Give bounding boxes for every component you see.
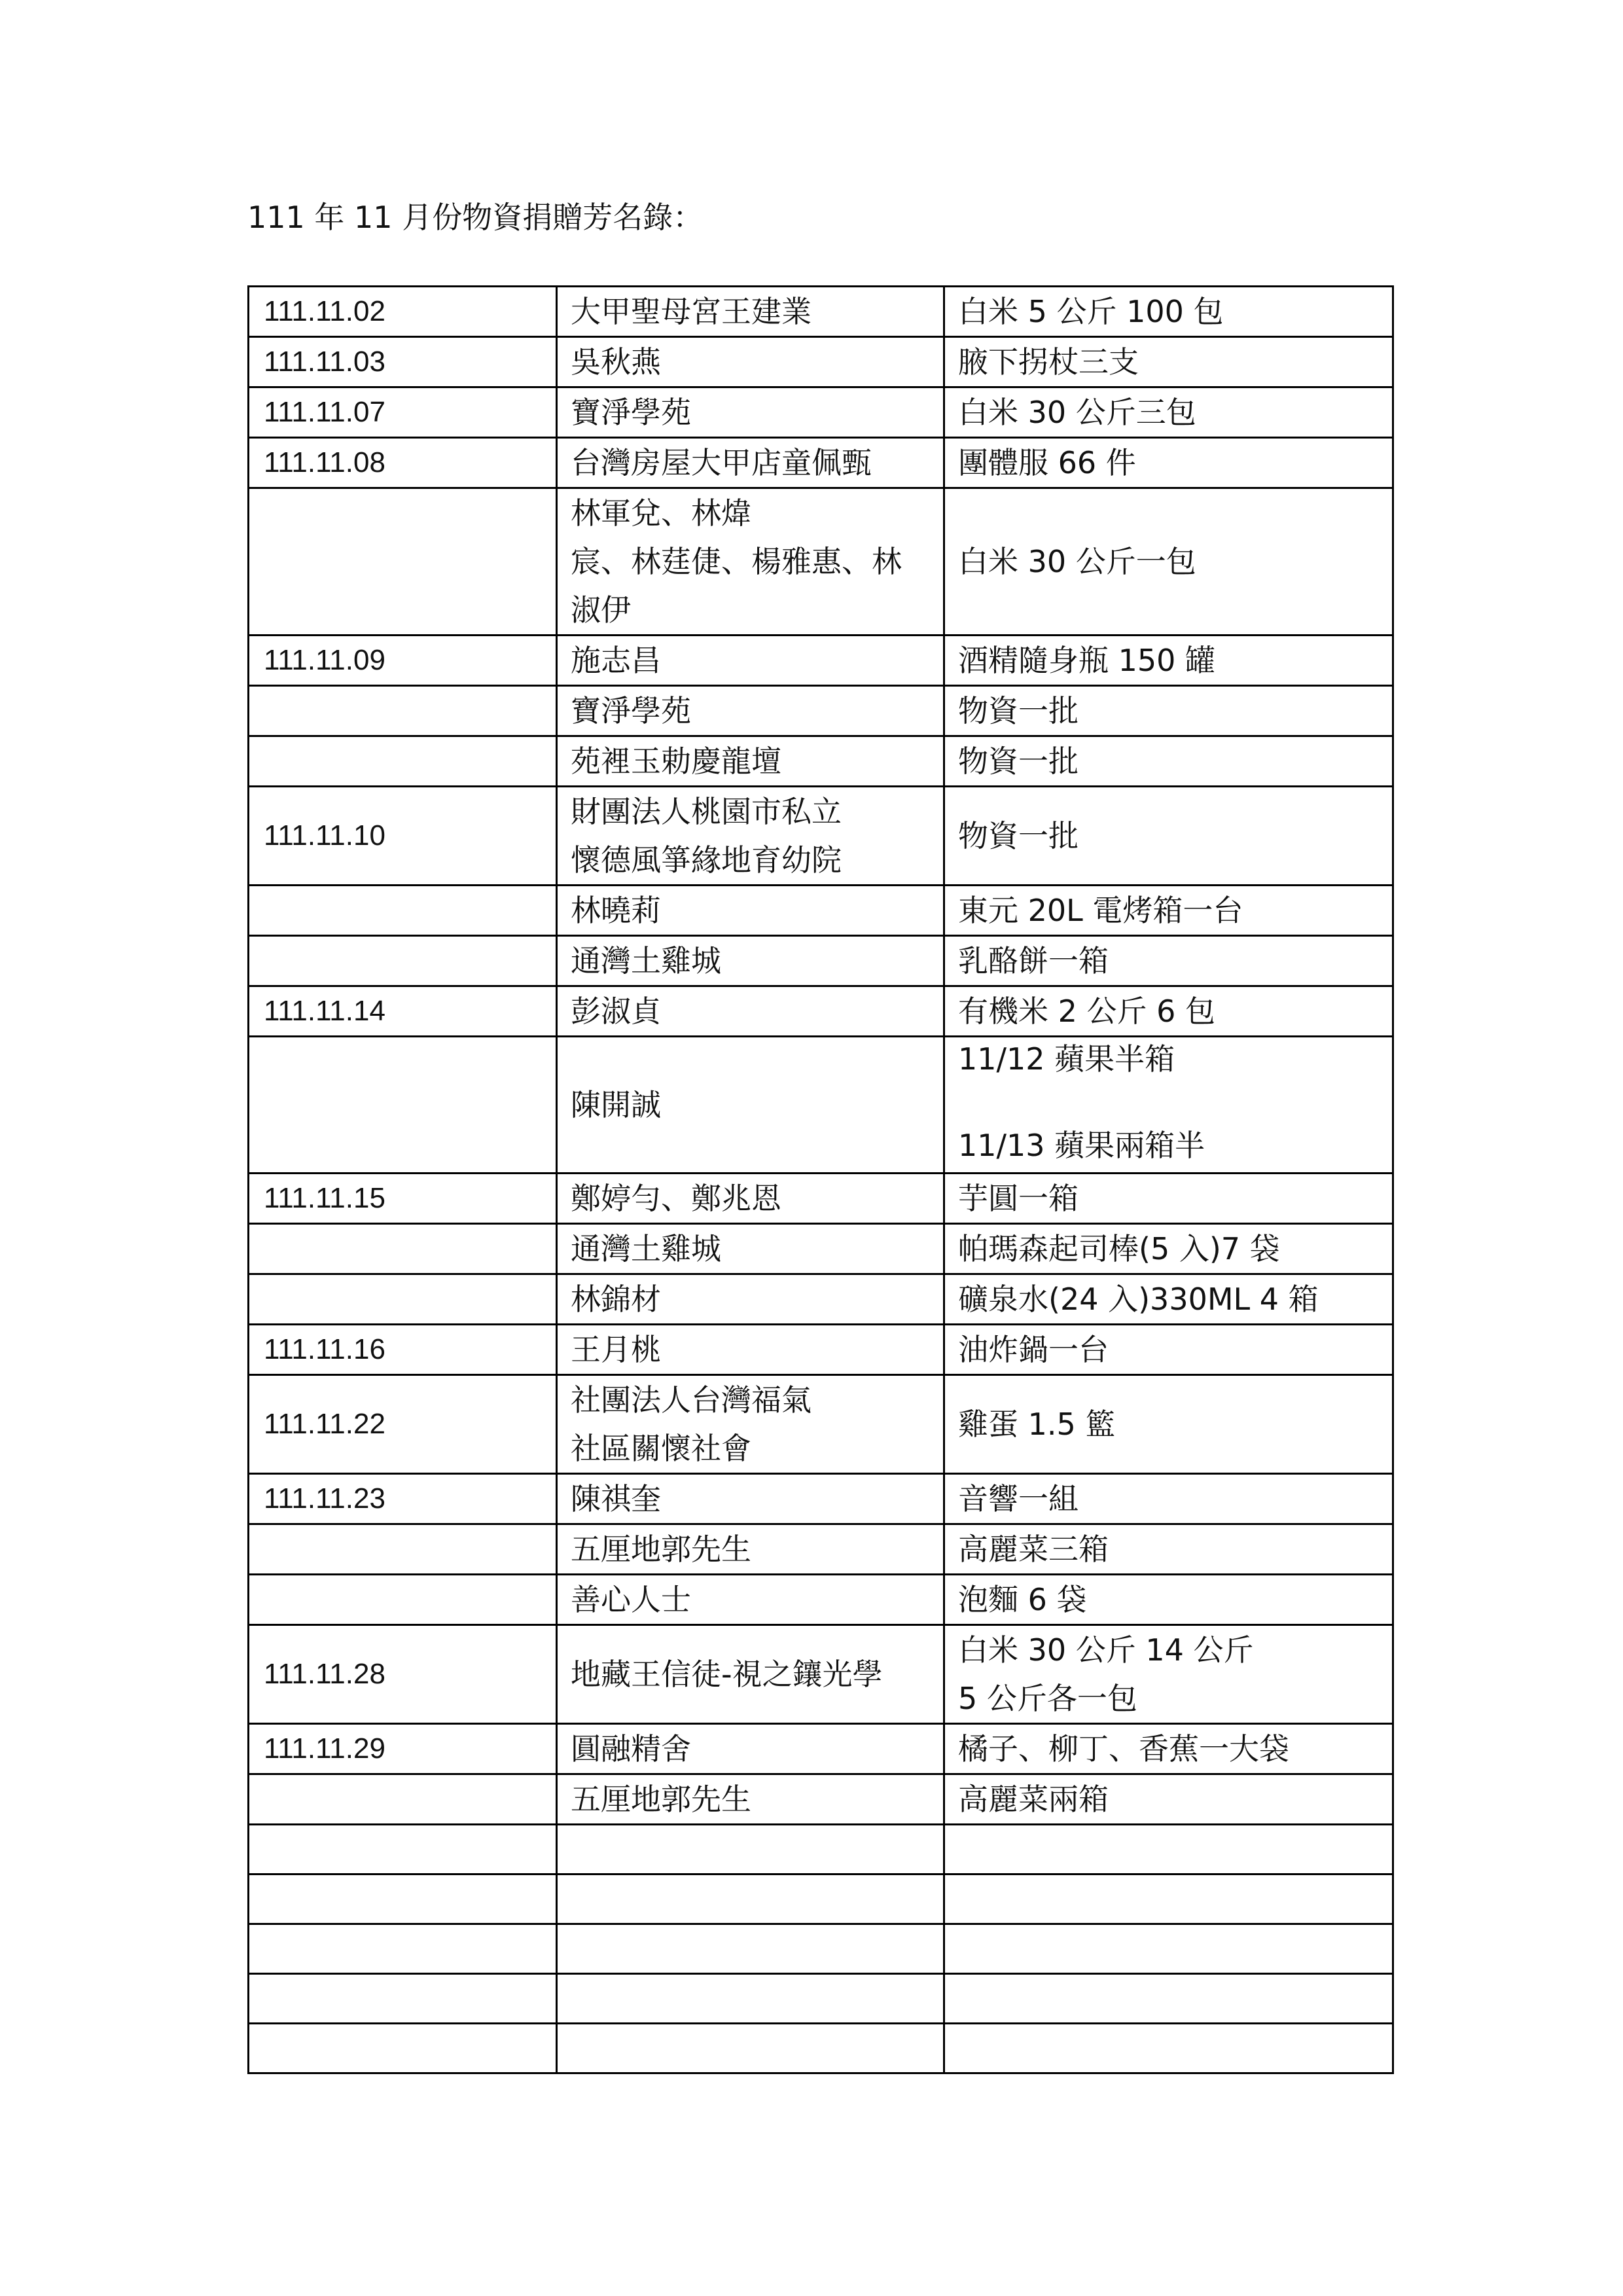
date-cell [249,1974,557,2024]
item-cell: 音響一組 [944,1474,1393,1524]
item-line: 11/13 蘋果兩箱半 [958,1128,1205,1163]
table-row [249,337,1393,387]
donor-cell: 通灣土雞城 [557,1224,944,1274]
date-cell [249,2024,557,2073]
table-body [249,287,1393,2073]
date-cell: 111.11.14 [249,986,557,1037]
table-row [249,1874,1393,1924]
item-cell: 物資一批 [944,787,1393,886]
donor-cell: 大甲聖母宮王建業 [557,287,944,337]
table-row [249,736,1393,787]
table-row [249,886,1393,936]
date-cell [249,1224,557,1274]
item-cell [944,1974,1393,2024]
donor-cell [557,1974,944,2024]
donor-cell: 林錦材 [557,1274,944,1325]
item-cell: 橘子、柳丁、香蕉一大袋 [944,1724,1393,1774]
table-row [249,1037,1393,1174]
item-cell: 物資一批 [944,736,1393,787]
date-cell: 111.11.22 [249,1375,557,1474]
donor-line: 社區關懷社會 [571,1431,751,1466]
date-cell: 111.11.29 [249,1724,557,1774]
date-cell [249,736,557,787]
donor-cell: 五厘地郭先生 [557,1524,944,1575]
date-cell: 111.11.09 [249,636,557,686]
date-cell [249,488,557,636]
donor-cell: 陳祺奎 [557,1474,944,1524]
date-cell [249,1037,557,1174]
item-cell: 東元 20L 電烤箱一台 [944,886,1393,936]
item-cell [944,1874,1393,1924]
donor-cell: 寶淨學苑 [557,686,944,736]
donor-line: 社團法人台灣福氣 [571,1382,812,1418]
donor-cell: 吳秋燕 [557,337,944,387]
donor-cell: 寶淨學苑 [557,387,944,438]
date-cell [249,1774,557,1825]
item-cell: 高麗菜兩箱 [944,1774,1393,1825]
donor-cell [557,1825,944,1874]
item-cell: 腋下拐杖三支 [944,337,1393,387]
date-cell: 111.11.02 [249,287,557,337]
table-row [249,1174,1393,1224]
table-row [249,787,1393,886]
item-cell: 芋圓一箱 [944,1174,1393,1224]
item-cell [944,1625,1393,1724]
date-cell: 111.11.03 [249,337,557,387]
date-cell [249,1575,557,1625]
item-line: 11/12 蘋果半箱 [958,1041,1175,1077]
donor-cell: 台灣房屋大甲店童佩甄 [557,438,944,488]
table-row [249,1625,1393,1724]
donor-cell [557,1874,944,1924]
date-cell [249,1825,557,1874]
table-row [249,488,1393,636]
donor-cell: 彭淑貞 [557,986,944,1037]
item-line: 白米 30 公斤 14 公斤 [958,1632,1254,1668]
donor-cell [557,488,944,636]
date-cell [249,886,557,936]
donor-cell [557,2024,944,2073]
item-cell [944,1037,1393,1174]
item-cell: 雞蛋 1.5 籃 [944,1375,1393,1474]
table-row [249,1924,1393,1974]
table-row [249,936,1393,986]
item-cell: 酒精隨身瓶 150 罐 [944,636,1393,686]
donor-cell: 善心人士 [557,1575,944,1625]
item-line: 5 公斤各一包 [958,1681,1137,1716]
table-row [249,986,1393,1037]
donor-cell: 地藏王信徒-視之鑲光學 [557,1625,944,1724]
date-cell [249,686,557,736]
table-row [249,1825,1393,1874]
item-cell: 礦泉水(24 入)330ML 4 箱 [944,1274,1393,1325]
item-cell: 團體服 66 件 [944,438,1393,488]
donor-cell: 苑裡玉勅慶龍壇 [557,736,944,787]
table-row [249,1325,1393,1375]
donor-line: 宸、林莛倢、楊雅惠、林淑伊 [571,544,902,628]
donor-line: 財團法人桃園市私立 [571,794,842,829]
donor-line: 林軍兌、林煒 [571,495,751,531]
donor-cell: 圓融精舍 [557,1724,944,1774]
item-cell: 白米 30 公斤三包 [944,387,1393,438]
item-cell: 有機米 2 公斤 6 包 [944,986,1393,1037]
table-row [249,387,1393,438]
item-cell [944,1924,1393,1974]
table-row [249,2024,1393,2073]
donor-cell: 王月桃 [557,1325,944,1375]
item-cell [944,1825,1393,1874]
donor-cell: 鄭婷勻、鄭兆恩 [557,1174,944,1224]
item-cell: 白米 5 公斤 100 包 [944,287,1393,337]
table-row [249,1974,1393,2024]
date-cell [249,1874,557,1924]
item-spacer [958,1081,1379,1124]
date-cell: 111.11.07 [249,387,557,438]
item-cell: 高麗菜三箱 [944,1524,1393,1575]
item-cell: 油炸鍋一台 [944,1325,1393,1375]
date-cell: 111.11.10 [249,787,557,886]
donor-cell: 陳開誠 [557,1037,944,1174]
item-cell: 白米 30 公斤一包 [944,488,1393,636]
table-row [249,438,1393,488]
table-row [249,1774,1393,1825]
table-row [249,1375,1393,1474]
donor-cell [557,1924,944,1974]
table-row [249,1224,1393,1274]
donor-cell: 五厘地郭先生 [557,1774,944,1825]
date-cell: 111.11.23 [249,1474,557,1524]
date-cell [249,1924,557,1974]
item-cell: 乳酪餅一箱 [944,936,1393,986]
date-cell [249,1524,557,1575]
table-row [249,686,1393,736]
table-row [249,636,1393,686]
donor-cell: 林曉莉 [557,886,944,936]
item-cell: 泡麵 6 袋 [944,1575,1393,1625]
table-row [249,1274,1393,1325]
table-row [249,1724,1393,1774]
date-cell: 111.11.28 [249,1625,557,1724]
item-cell: 帕瑪森起司棒(5 入)7 袋 [944,1224,1393,1274]
table-row [249,1575,1393,1625]
donation-table [247,285,1394,2074]
table-row [249,1524,1393,1575]
date-cell [249,936,557,986]
table-row [249,287,1393,337]
donor-cell: 施志昌 [557,636,944,686]
date-cell: 111.11.15 [249,1174,557,1224]
donor-cell [557,787,944,886]
date-cell [249,1274,557,1325]
page-title: 111 年 11 月份物資捐贈芳名錄： [247,200,704,235]
item-cell [944,2024,1393,2073]
date-cell: 111.11.16 [249,1325,557,1375]
item-cell: 物資一批 [944,686,1393,736]
donor-cell: 通灣土雞城 [557,936,944,986]
date-cell: 111.11.08 [249,438,557,488]
donor-cell [557,1375,944,1474]
table-row [249,1474,1393,1524]
donor-line: 懷德風箏緣地育幼院 [571,842,842,878]
